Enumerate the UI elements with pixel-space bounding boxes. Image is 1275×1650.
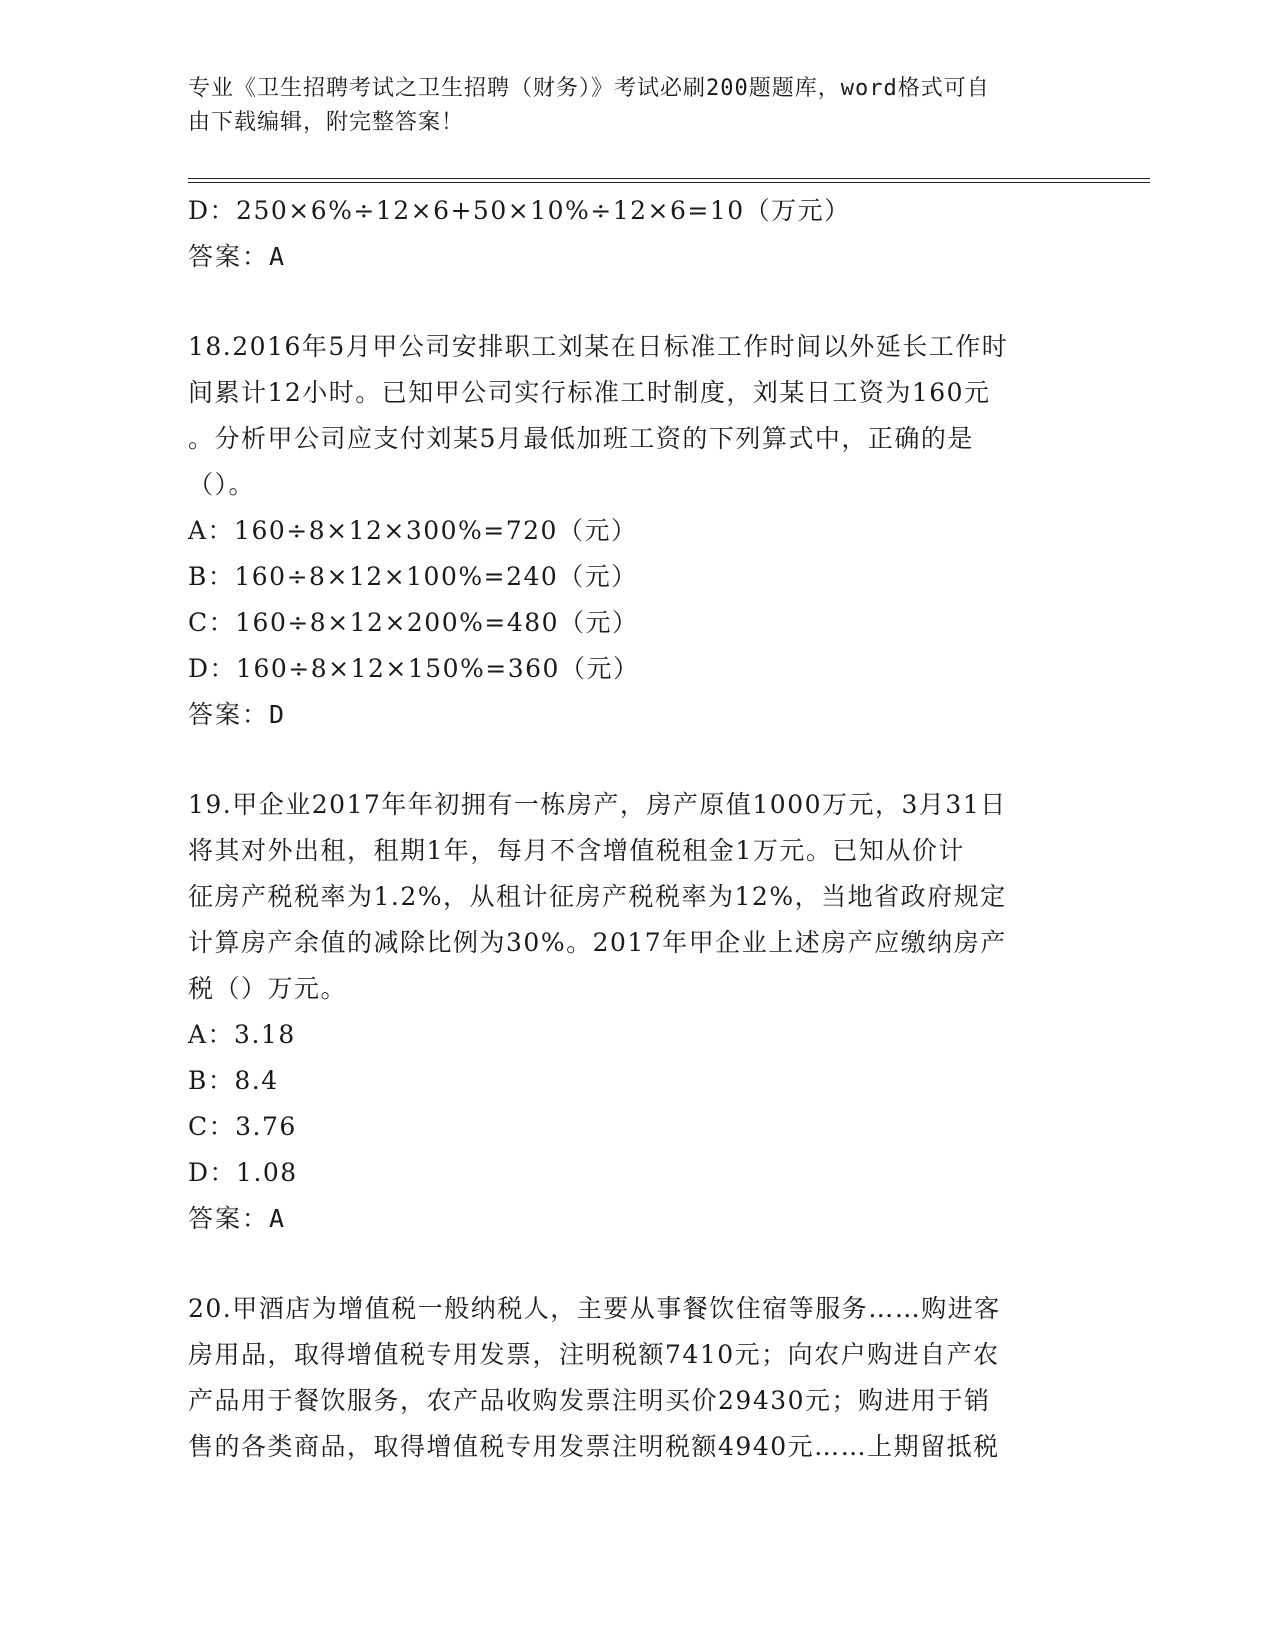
answer-line: 答案：A xyxy=(188,1204,287,1233)
previous-question-tail xyxy=(188,188,1088,280)
question-20 xyxy=(188,1286,1088,1470)
answer-line: 答案：D xyxy=(188,700,287,729)
option-d: D：1.08 xyxy=(188,1158,298,1187)
option-a: A：3.18 xyxy=(188,1020,296,1049)
question-18 xyxy=(188,324,1088,738)
question-text-line: 将其对外出租，租期1年，每月不含增值税租金1万元。已知从价计 xyxy=(188,836,965,865)
header-divider xyxy=(188,178,1150,183)
option-c: C：3.76 xyxy=(188,1112,297,1141)
question-text-line: 税（）万元。 xyxy=(188,974,348,1003)
question-text-line: 18.2016年5月甲公司安排职工刘某在日标准工作时间以外延长工作时 xyxy=(188,332,1009,361)
spacer xyxy=(188,280,1088,324)
question-content xyxy=(188,188,1088,1470)
question-19 xyxy=(188,782,1088,1242)
option-b: B：160÷8×12×100%=240（元） xyxy=(188,562,638,591)
question-text-line: 19.甲企业2017年年初拥有一栋房产，房产原值1000万元，3月31日 xyxy=(188,790,1007,819)
spacer xyxy=(188,1242,1088,1286)
header-line-2: 由下载编辑，附完整答案！ xyxy=(188,110,465,135)
spacer xyxy=(188,738,1088,782)
question-text-line: 产品用于餐饮服务，农产品收购发票注明买价29430元；购进用于销 xyxy=(188,1386,991,1415)
option-a: A：160÷8×12×300%=720（元） xyxy=(188,516,638,545)
question-text-line: 售的各类商品，取得增值税专用发票注明税额4940元……上期留抵税 xyxy=(188,1432,1000,1461)
option-d: D：160÷8×12×150%=360（元） xyxy=(188,654,640,683)
question-text-line: 房用品，取得增值税专用发票，注明税额7410元；向农户购进自产农 xyxy=(188,1340,1000,1369)
answer-line: 答案：A xyxy=(188,242,287,271)
question-text-line: 计算房产余值的减除比例为30%。2017年甲企业上述房产应缴纳房产 xyxy=(188,928,1007,957)
header-line-1: 专业《卫生招聘考试之卫生招聘（财务）》考试必刷200题题库，word格式可自 xyxy=(188,76,990,101)
option-d: D：250×6%÷12×6+50×10%÷12×6=10（万元） xyxy=(188,196,851,225)
question-text-line: 征房产税税率为1.2%，从租计征房产税税率为12%，当地省政府规定 xyxy=(188,882,1007,911)
question-text-line: （）。 xyxy=(188,470,256,499)
question-text-line: 20.甲酒店为增值税一般纳税人，主要从事餐饮住宿等服务……购进客 xyxy=(188,1294,1001,1323)
question-text-line: 。分析甲公司应支付刘某5月最低加班工资的下列算式中，正确的是 xyxy=(188,424,974,453)
document-header xyxy=(188,72,1068,140)
option-b: B：8.4 xyxy=(188,1066,279,1095)
question-text-line: 间累计12小时。已知甲公司实行标准工时制度，刘某日工资为160元 xyxy=(188,378,991,407)
option-c: C：160÷8×12×200%=480（元） xyxy=(188,608,639,637)
